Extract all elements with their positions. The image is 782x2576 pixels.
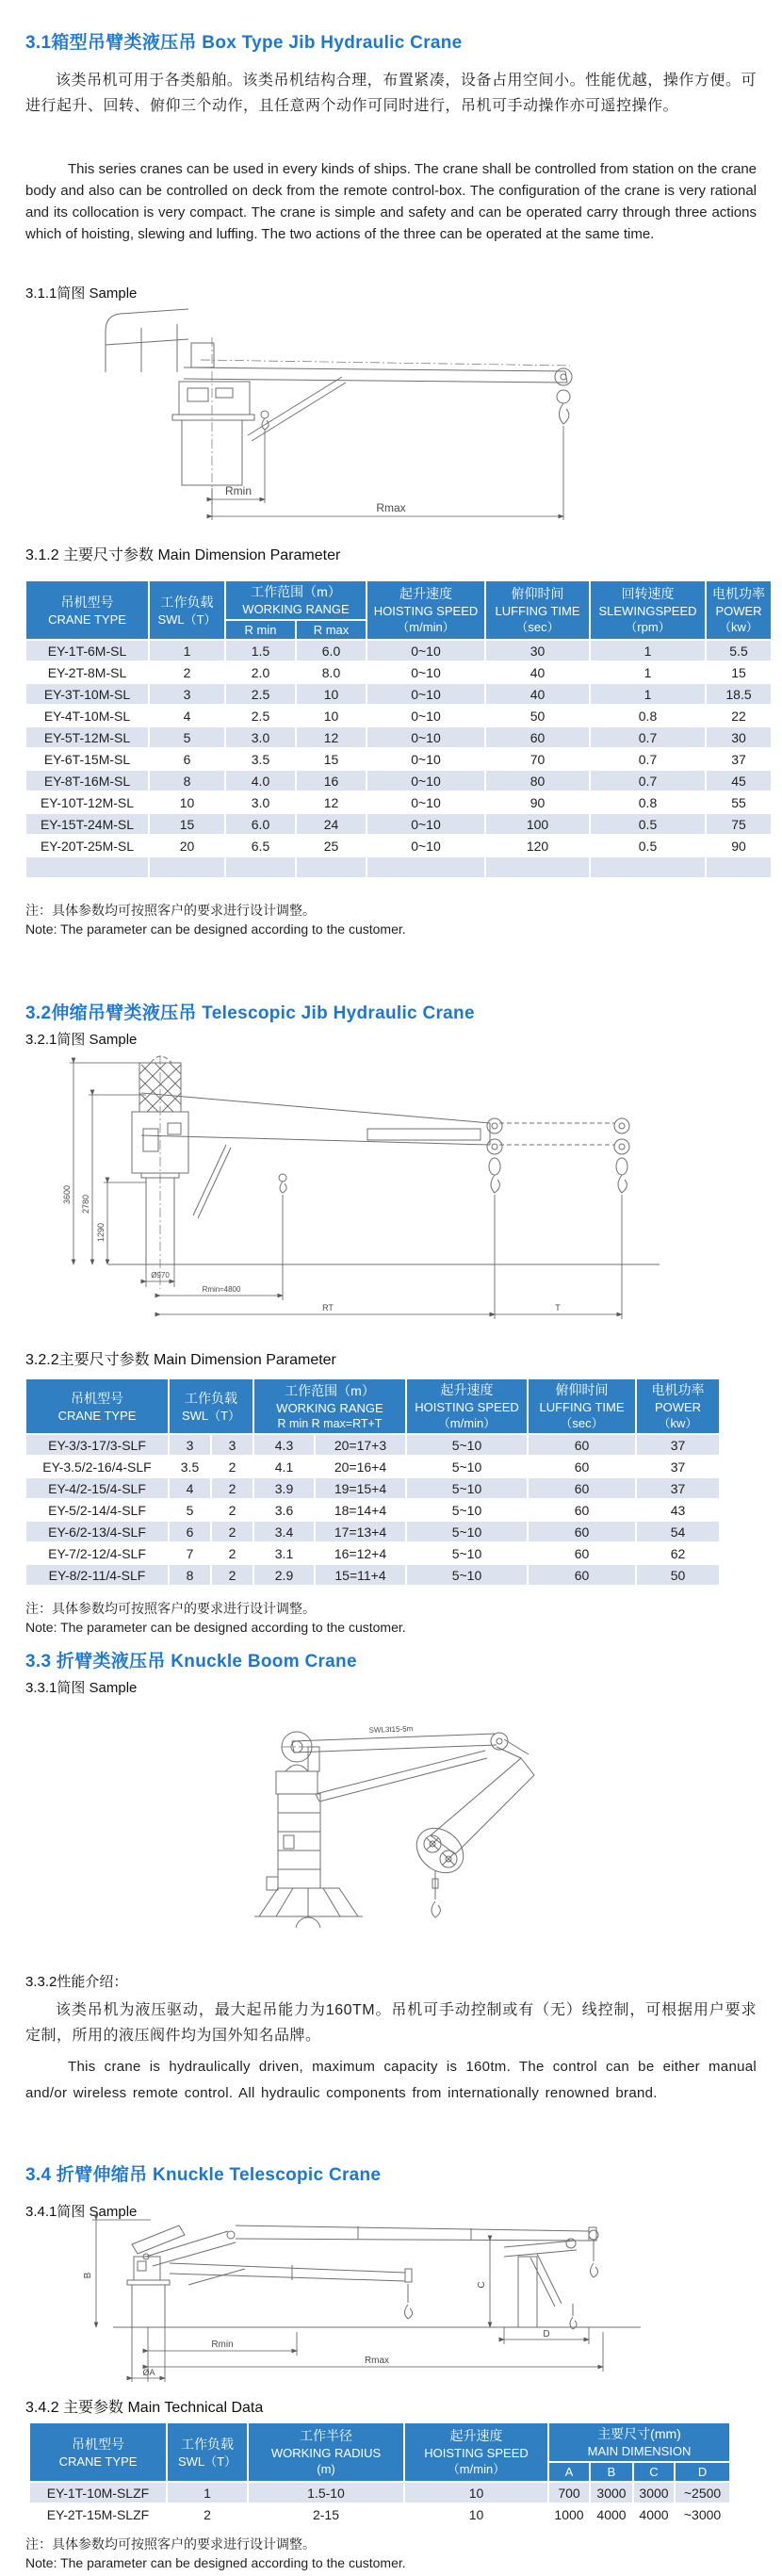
table-cell: 20=16+4	[315, 1456, 406, 1477]
table-cell: 5~10	[406, 1564, 528, 1586]
table-cell: 45	[706, 770, 772, 791]
dim-b: B	[83, 2272, 93, 2279]
col-crane-type-en: CRANE TYPE	[48, 611, 126, 627]
table-cell: EY-2T-8M-SL	[25, 661, 149, 683]
table-cell: 3	[211, 1434, 253, 1456]
col-luffing-time: 俯仰时间 LUFFING TIME （sec）	[528, 1378, 636, 1434]
note-en: Note: The parameter can be designed according to the customer.	[25, 1620, 406, 1635]
col-hoisting-speed: 起升速度 HOISTING SPEED （m/min）	[406, 1378, 528, 1434]
table-cell: EY-3T-10M-SL	[25, 683, 149, 705]
main-dimension-table-3-1-2	[24, 579, 773, 879]
table-row	[25, 726, 772, 748]
table-row	[25, 835, 772, 856]
table-cell: 0~10	[367, 770, 485, 791]
c-dimension	[477, 2241, 490, 2327]
knuckle-boom-crane-diagram	[203, 1692, 579, 1928]
mid-position-boom	[170, 2263, 413, 2319]
crane-boom	[184, 360, 570, 383]
table-cell: 37	[706, 748, 772, 770]
table-cell: 4.3	[253, 1434, 315, 1456]
col-dim-a: A	[548, 2462, 590, 2482]
table-cell: 1000	[548, 2503, 590, 2525]
table-cell: EY-3.5/2-16/4-SLF	[25, 1456, 169, 1477]
table-cell: 4000	[633, 2503, 675, 2525]
table-cell: 0~10	[367, 726, 485, 748]
table-cell: 0.8	[590, 791, 706, 813]
table-row	[25, 770, 772, 791]
table-cell: 80	[485, 770, 590, 791]
table-cell: 6.5	[225, 835, 296, 856]
extended-telescopic-boom	[236, 2225, 598, 2277]
table-cell: EY-2T-15M-SLZF	[29, 2503, 167, 2525]
note-3-4	[25, 2535, 406, 2572]
extended-head-sheaves	[614, 1118, 629, 1319]
table-cell: 1	[590, 661, 706, 683]
table-cell: 3.0	[225, 791, 296, 813]
col-luffing-cn: 俯仰时间	[511, 586, 564, 601]
table-cell: 3000	[590, 2482, 633, 2503]
table-row	[25, 1499, 720, 1521]
section-3-3-title: 3.3 折臂类液压吊 Knuckle Boom Crane	[25, 1652, 357, 1671]
table-cell	[367, 856, 485, 878]
table-cell: 2.5	[225, 705, 296, 726]
table-cell: 4	[169, 1477, 211, 1499]
table-cell: 25	[296, 835, 367, 856]
col-dim-b: B	[590, 2462, 633, 2482]
col-luffing-unit: （sec）	[515, 620, 560, 634]
table-cell: EY-4/2-15/4-SLF	[25, 1477, 169, 1499]
table-cell: ~3000	[675, 2503, 730, 2525]
dim-c: C	[477, 2281, 487, 2289]
table-cell: 0~10	[367, 661, 485, 683]
table-cell: 30	[485, 640, 590, 661]
col-slewing-unit: （rpm）	[625, 620, 671, 634]
col-working-range-cn: 工作范围（m）	[251, 584, 341, 599]
table-cell: 1.5	[225, 640, 296, 661]
table-cell: EY-6/2-13/4-SLF	[25, 1521, 169, 1542]
table-cell: 15	[149, 813, 225, 835]
col-hoisting-en: HOISTING SPEED	[373, 604, 479, 618]
table-cell: 54	[636, 1521, 720, 1542]
table-cell: 20=17+3	[315, 1434, 406, 1456]
section-3-1-title: 3.1箱型吊臂类液压吊 Box Type Jib Hydraulic Crane	[25, 33, 463, 53]
col-slewing-en: SLEWINGSPEED	[598, 604, 697, 618]
table-cell: 6	[149, 748, 225, 770]
box-jib-crane-diagram	[90, 303, 740, 530]
table-cell: 60	[528, 1499, 636, 1521]
table-cell: EY-7/2-12/4-SLF	[25, 1542, 169, 1564]
table-cell: 24	[296, 813, 367, 835]
col-hoisting-unit: （m/min）	[397, 620, 455, 634]
table-row	[25, 661, 772, 683]
table-cell: 0.7	[590, 770, 706, 791]
table-cell	[485, 856, 590, 878]
table-cell: 60	[485, 726, 590, 748]
col-hoisting-speed: 起升速度 HOISTING SPEED （m/min）	[404, 2422, 548, 2482]
table-cell: EY-3/3-17/3-SLF	[25, 1434, 169, 1456]
table-cell: EY-15T-24M-SL	[25, 813, 149, 835]
col-working-radius: 工作半径 WORKING RADIUS (m)	[248, 2422, 404, 2482]
table-cell: 6.0	[296, 640, 367, 661]
table-cell: 20	[149, 835, 225, 856]
table-cell: 2	[211, 1499, 253, 1521]
table-cell: 5~10	[406, 1499, 528, 1521]
col-luffing-time	[485, 580, 590, 640]
table-cell: 12	[296, 726, 367, 748]
table-cell: 1	[149, 640, 225, 661]
table-cell: 8.0	[296, 661, 367, 683]
radius-dimensions	[146, 1264, 622, 1314]
table-cell: 60	[528, 1456, 636, 1477]
table-cell: 62	[636, 1542, 720, 1564]
table-cell: 2	[149, 661, 225, 683]
table-cell: 16=12+4	[315, 1542, 406, 1564]
table-cell: 60	[528, 1477, 636, 1499]
table-cell: EY-4T-10M-SL	[25, 705, 149, 726]
table-cell: 15	[296, 748, 367, 770]
table-cell: 5.5	[706, 640, 772, 661]
dim-d: D	[543, 2329, 550, 2340]
col-working-range	[225, 580, 367, 620]
table-cell	[25, 856, 149, 878]
table-cell: 10	[404, 2482, 548, 2503]
table-cell: 0.5	[590, 835, 706, 856]
col-power	[706, 580, 772, 640]
table-cell: ~2500	[675, 2482, 730, 2503]
table-cell: 3000	[633, 2482, 675, 2503]
table-cell: 5~10	[406, 1477, 528, 1499]
note-cn: 注：具体参数均可按照客户的要求进行设计调整。	[25, 2536, 316, 2552]
table-cell: 22	[706, 705, 772, 726]
table-cell: 4.0	[225, 770, 296, 791]
section-3-1-intro-cn: 该类吊机可用于各类船舶。该类吊机结构合理，布置紧凑，设备占用空间小。性能优越，操作方便。可进行起升、回转、俯仰三个动作，且任意两个动作可同时进行，吊机可手动操作亦可遥控操作。	[25, 73, 757, 114]
section-3-4-title: 3.4 折臂伸缩吊 Knuckle Telescopic Crane	[25, 2165, 382, 2185]
table-cell: 3.6	[253, 1499, 315, 1521]
table-cell: 3.0	[225, 726, 296, 748]
stowed-crane	[504, 2239, 577, 2329]
note-cn: 注：具体参数均可按照客户的要求进行设计调整。	[25, 1601, 316, 1616]
table-row	[25, 640, 772, 661]
table-cell: 4000	[590, 2503, 633, 2525]
table-cell: EY-8/2-11/4-SLF	[25, 1564, 169, 1586]
col-r-max: R max	[296, 620, 367, 640]
dim-1290: 1290	[96, 1222, 106, 1243]
table-cell: EY-10T-12M-SL	[25, 791, 149, 813]
table-cell: 60	[528, 1521, 636, 1542]
table-cell: 3	[149, 683, 225, 705]
table-cell: 2	[167, 2503, 248, 2525]
table-cell: 5~10	[406, 1521, 528, 1542]
boom-head-hook	[555, 368, 572, 520]
table-cell: 10	[404, 2503, 548, 2525]
table-cell: 2.0	[225, 661, 296, 683]
table-row	[25, 791, 772, 813]
table-row	[29, 2503, 730, 2525]
table-cell: 18.5	[706, 683, 772, 705]
telescopic-boom	[141, 1093, 614, 1145]
col-swl: 工作负载 SWL（T）	[167, 2422, 248, 2482]
table-cell: 2	[211, 1456, 253, 1477]
d-dimension	[504, 2327, 589, 2344]
table-cell: 15=11+4	[315, 1564, 406, 1586]
table-cell: 0.5	[590, 813, 706, 835]
hoisting-hook-mid	[279, 1174, 286, 1300]
tower-and-base	[254, 1747, 363, 1928]
table-cell: 60	[528, 1542, 636, 1564]
table-row	[25, 1564, 720, 1586]
table-row	[25, 1477, 720, 1499]
table-body	[25, 640, 772, 878]
table-cell: 15	[706, 661, 772, 683]
col-dim-d: D	[675, 2462, 730, 2482]
col-crane-type: 吊机型号 CRANE TYPE	[29, 2422, 167, 2482]
table-cell: 90	[485, 791, 590, 813]
table-cell: 120	[485, 835, 590, 856]
knuckle-telescopic-crane-diagram	[75, 2214, 660, 2389]
main-technical-data-table-3-4-2	[28, 2421, 731, 2526]
table-row	[25, 748, 772, 770]
col-main-dimension: 主要尺寸(mm) MAIN DIMENSION	[548, 2422, 730, 2462]
col-power-unit: （kw）	[719, 620, 758, 634]
col-r-min: R min	[225, 620, 296, 640]
col-swl	[149, 580, 225, 640]
col-crane-type	[25, 580, 149, 640]
folded-jib-arm	[408, 1758, 534, 1882]
col-crane-type: 吊机型号 CRANE TYPE	[25, 1378, 169, 1434]
col-slewing-speed	[590, 580, 706, 640]
col-hoisting-cn: 起升速度	[399, 586, 452, 601]
rmax-label: Rmax	[376, 501, 406, 514]
table-cell: 30	[706, 726, 772, 748]
table-cell: 60	[528, 1564, 636, 1586]
table-cell	[590, 856, 706, 878]
telescopic-jib-crane-diagram	[57, 1053, 678, 1345]
table-cell: 0~10	[367, 748, 485, 770]
section-3-3-desc-cn: 该类吊机为液压驱动，最大起吊能力为160TM。吊机可手动控制或有（无）线控制，可根据用户要求定制，所用的液压阀件均为国外知名品牌。	[25, 2002, 757, 2044]
dim-oa: ØA	[142, 2368, 155, 2377]
table-cell: EY-20T-25M-SL	[25, 835, 149, 856]
col-crane-type-cn: 吊机型号	[60, 594, 114, 610]
heading-3-2-2-parameter: 3.2.2主要尺寸参数 Main Dimension Parameter	[25, 1352, 336, 1368]
table-cell: EY-1T-6M-SL	[25, 640, 149, 661]
table-cell: 0~10	[367, 705, 485, 726]
table-cell: 2	[211, 1521, 253, 1542]
radius-dimensions	[132, 2327, 603, 2382]
dim-rmax: Rmax	[364, 2356, 390, 2366]
table-cell: 2.5	[225, 683, 296, 705]
table-cell: 2	[211, 1564, 253, 1586]
rmin-label: Rmin	[224, 484, 253, 497]
table-cell: 50	[636, 1564, 720, 1586]
table-cell: 0~10	[367, 835, 485, 856]
table-cell: 1	[167, 2482, 248, 2503]
table-cell: 3.5	[169, 1456, 211, 1477]
table-row	[25, 1521, 720, 1542]
table-cell: 17=13+4	[315, 1521, 406, 1542]
col-working-range: 工作范围（m） WORKING RANGE R min R max=RT+T	[253, 1378, 406, 1434]
note-3-2	[25, 1599, 406, 1637]
note-cn: 注：具体参数均可按照客户的要求进行设计调整。	[25, 903, 316, 918]
table-cell: 0~10	[367, 640, 485, 661]
table-cell: 55	[706, 791, 772, 813]
hook-and-wire	[432, 1871, 440, 1917]
col-slewing-cn: 回转速度	[621, 586, 675, 601]
table-cell	[296, 856, 367, 878]
table-row	[25, 1434, 720, 1456]
table-cell: 700	[548, 2482, 590, 2503]
heading-3-4-1-sample: 3.4.1简图 Sample	[25, 2204, 138, 2220]
b-dimension	[83, 2220, 151, 2327]
col-swl: 工作负载 SWL（T）	[169, 1378, 253, 1434]
table-cell: 2	[211, 1542, 253, 1564]
section-3-2-title: 3.2伸缩吊臂类液压吊 Telescopic Jib Hydraulic Crane	[25, 1003, 475, 1023]
table-cell: 37	[636, 1434, 720, 1456]
table-cell: 100	[485, 813, 590, 835]
table-cell: 40	[485, 683, 590, 705]
table-cell: 5~10	[406, 1542, 528, 1564]
table-cell: 1	[590, 640, 706, 661]
table-cell: 6	[169, 1521, 211, 1542]
note-3-1	[25, 901, 406, 938]
table-row	[25, 1456, 720, 1477]
note-en: Note: The parameter can be designed according to the customer.	[25, 921, 406, 937]
section-3-3-desc-en: This crane is hydraulically driven, maximum capacity is 160tm. The control can be either manual and/or wireless remote control. All hydraulic components from internationally renowned brand.	[25, 2059, 757, 2101]
table-cell: 5	[169, 1499, 211, 1521]
table-cell: 75	[706, 813, 772, 835]
table-cell: EY-8T-16M-SL	[25, 770, 149, 791]
table-cell: 0.7	[590, 726, 706, 748]
table-cell: 8	[169, 1564, 211, 1586]
table-cell: 4.1	[253, 1456, 315, 1477]
table-cell: 37	[636, 1477, 720, 1499]
table-cell: 3	[169, 1434, 211, 1456]
table-cell: 10	[296, 705, 367, 726]
table-cell: 0.8	[590, 705, 706, 726]
main-dimension-table-3-2-2	[24, 1378, 721, 1587]
col-power-cn: 电机功率	[712, 586, 765, 601]
note-en: Note: The parameter can be designed according to the customer.	[25, 2555, 406, 2570]
table-cell	[706, 856, 772, 878]
table-cell: EY-5/2-14/4-SLF	[25, 1499, 169, 1521]
table-cell: 70	[485, 748, 590, 770]
col-swl-cn: 工作负载	[160, 594, 214, 610]
table-cell: EY-6T-15M-SL	[25, 748, 149, 770]
table-cell: 7	[169, 1542, 211, 1564]
table-cell: 18=14+4	[315, 1499, 406, 1521]
table-cell: 43	[636, 1499, 720, 1521]
table-cell: 10	[149, 791, 225, 813]
heading-3-1-2-parameter: 3.1.2 主要尺寸参数 Main Dimension Parameter	[25, 547, 341, 563]
col-dim-c: C	[633, 2462, 675, 2482]
col-working-range-en: WORKING RANGE	[242, 602, 350, 616]
dim-rmin: Rmin≈4800	[202, 1285, 241, 1294]
heading-3-4-2-technical-data: 3.4.2 主要参数 Main Technical Data	[25, 2400, 264, 2416]
table-cell: 5~10	[406, 1456, 528, 1477]
col-power-en: POWER	[715, 604, 762, 618]
table-cell: 4	[149, 705, 225, 726]
table-row	[25, 1542, 720, 1564]
crane-body	[172, 337, 346, 506]
table-cell: 6.0	[225, 813, 296, 835]
table-cell: 0~10	[367, 791, 485, 813]
table-cell: EY-5T-12M-SL	[25, 726, 149, 748]
boom-head-sheaves	[487, 1118, 502, 1319]
heading-3-3-1-sample: 3.3.1简图 Sample	[25, 1680, 138, 1696]
heading-3-1-1-sample: 3.1.1简图 Sample	[25, 285, 138, 302]
col-power: 电机功率 POWER （kw）	[636, 1378, 720, 1434]
dim-rmin: Rmin	[211, 2340, 234, 2350]
table-cell	[225, 856, 296, 878]
table-cell: 60	[528, 1434, 636, 1456]
table-cell: 0~10	[367, 813, 485, 835]
heading-3-3-2-performance: 3.3.2性能介绍：	[25, 1974, 128, 1990]
table-cell: 2	[211, 1477, 253, 1499]
col-hoisting-speed	[367, 580, 485, 640]
table-cell: 5~10	[406, 1434, 528, 1456]
crane-tower	[132, 1055, 231, 1289]
dim-970: Ø970	[151, 1271, 170, 1280]
table-cell: 3.4	[253, 1521, 315, 1542]
heading-3-2-1-sample: 3.2.1简图 Sample	[25, 1032, 138, 1048]
table-cell	[149, 856, 225, 878]
table-cell: 90	[706, 835, 772, 856]
table-cell: 3.9	[253, 1477, 315, 1499]
table-cell: 3.1	[253, 1542, 315, 1564]
table-cell: 37	[636, 1456, 720, 1477]
table-body	[29, 2482, 730, 2525]
dim-3600: 3600	[62, 1184, 72, 1205]
table-body	[25, 1434, 720, 1586]
table-cell: 40	[485, 661, 590, 683]
table-cell: 16	[296, 770, 367, 791]
table-cell: 50	[485, 705, 590, 726]
table-cell: 1	[590, 683, 706, 705]
table-row	[25, 683, 772, 705]
table-cell: 1.5-10	[248, 2482, 404, 2503]
col-swl-en: SWL（T）	[157, 611, 217, 627]
height-dimensions	[62, 1063, 146, 1264]
table-cell: 5	[149, 726, 225, 748]
dim-2780: 2780	[81, 1194, 90, 1215]
swl-label: SWL3t15-5m	[368, 1724, 414, 1735]
ship-railing	[106, 309, 188, 372]
luffing-cylinder	[316, 1751, 487, 1802]
dim-rt: RT	[322, 1303, 334, 1312]
table-row	[25, 813, 772, 835]
table-row	[25, 705, 772, 726]
table-row	[25, 856, 772, 878]
table-row	[29, 2482, 730, 2503]
table-cell: 2.9	[253, 1564, 315, 1586]
table-cell: 8	[149, 770, 225, 791]
table-cell: 0~10	[367, 683, 485, 705]
dim-t: T	[555, 1303, 561, 1312]
table-cell: 0.7	[590, 748, 706, 770]
table-cell: 12	[296, 791, 367, 813]
col-luffing-en: LUFFING TIME	[495, 604, 580, 618]
table-cell: 19=15+4	[315, 1477, 406, 1499]
table-cell: 10	[296, 683, 367, 705]
table-cell: 2-15	[248, 2503, 404, 2525]
table-cell: EY-1T-10M-SLZF	[29, 2482, 167, 2503]
section-3-1-intro-en: This series cranes can be used in every kinds of ships. The crane shall be controlled from station on the crane body and also can be controlled on deck from the remote control-box. The configuration of the crane is very rational and its collocation is very compact. The crane is simple and safety and can be operated carry through three actions which of hoisting, slewing and luffing. The two actions of the three can be operated at the same time.	[25, 161, 757, 242]
table-cell: 3.5	[225, 748, 296, 770]
